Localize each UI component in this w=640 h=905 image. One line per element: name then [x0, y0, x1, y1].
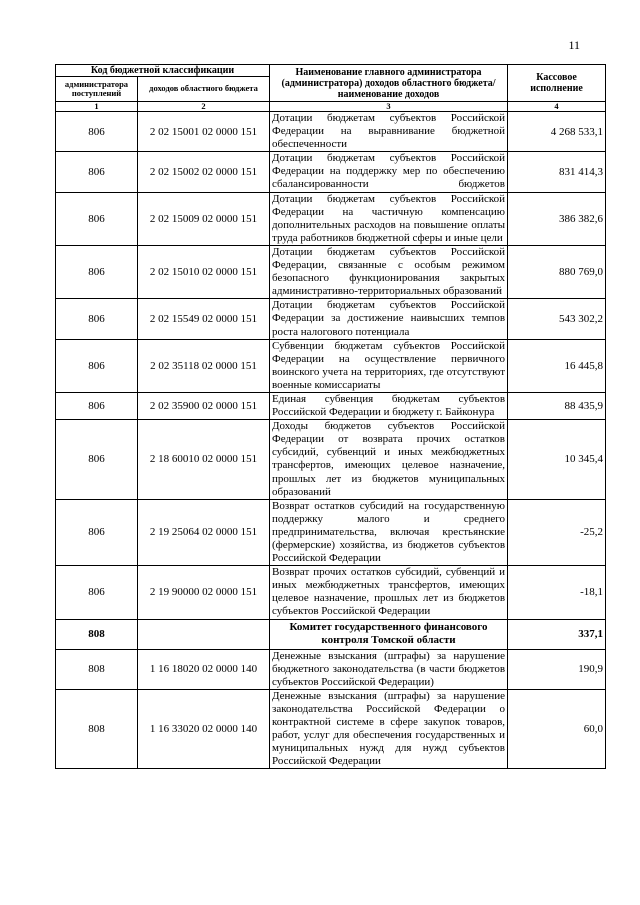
income-code: 2 02 15001 02 0000 151 — [138, 112, 270, 152]
column-number: 3 — [270, 102, 508, 112]
page-number: 11 — [568, 38, 580, 52]
income-code: 2 02 15010 02 0000 151 — [138, 245, 270, 298]
admin-column-header: администратора поступлений — [56, 77, 138, 102]
admin-code: 806 — [56, 566, 138, 619]
admin-code: 806 — [56, 499, 138, 565]
admin-code: 806 — [56, 299, 138, 339]
admin-code: 806 — [56, 245, 138, 298]
table-row — [56, 299, 606, 339]
table-row — [56, 112, 606, 152]
table-row — [56, 245, 606, 298]
table-row — [56, 689, 606, 769]
income-name: Единая субвенция бюджетам субъектов Российской Федерации и бюджету г. Байконура — [270, 392, 508, 419]
income-code: 2 02 15009 02 0000 151 — [138, 192, 270, 245]
table-row — [56, 392, 606, 419]
cash-execution-amount: 880 769,0 — [508, 245, 606, 298]
income-name: Дотации бюджетам субъектов Российской Федерации на выравнивание бюджетной обеспеченности — [270, 112, 508, 152]
admin-code: 806 — [56, 339, 138, 392]
income-code: 2 02 35118 02 0000 151 — [138, 339, 270, 392]
budget-revenue-table — [55, 64, 606, 769]
income-name: Дотации бюджетам субъектов Российской Федерации на поддержку мер по обеспечению сбалансированности бюджетов — [270, 152, 508, 192]
admin-code: 808 — [56, 649, 138, 689]
income-name: Денежные взыскания (штрафы) за нарушение законодательства Российской Федерации о контрактной системе в сфере закупок товаров, работ, услуг для обеспечения государственных и муниципальных нужд для нужд субъектов Российской Федерации — [270, 689, 508, 769]
income-code: 1 16 18020 02 0000 140 — [138, 649, 270, 689]
income-code: 2 19 90000 02 0000 151 — [138, 566, 270, 619]
column-number: 1 — [56, 102, 138, 112]
table-row — [56, 649, 606, 689]
cash-execution-amount: 337,1 — [508, 619, 606, 649]
income-code: 1 16 33020 02 0000 140 — [138, 689, 270, 769]
cash-execution-amount: 16 445,8 — [508, 339, 606, 392]
admin-code: 806 — [56, 192, 138, 245]
income-code — [138, 619, 270, 649]
cash-execution-amount: 88 435,9 — [508, 392, 606, 419]
column-number: 4 — [508, 102, 606, 112]
income-name: Дотации бюджетам субъектов Российской Федерации, связанные с особым режимом безопасного функционирования закрытых административно-территориальных образований — [270, 245, 508, 298]
table-row — [56, 420, 606, 500]
name-column-header: Наименование главного администратора (администратора) доходов областного бюджета/ наименование доходов — [270, 65, 508, 102]
table-row — [56, 152, 606, 192]
admin-code: 808 — [56, 689, 138, 769]
admin-code: 806 — [56, 392, 138, 419]
income-code: 2 18 60010 02 0000 151 — [138, 420, 270, 500]
table-row — [56, 339, 606, 392]
income-name: Возврат прочих остатков субсидий, субвенций и иных межбюджетных трансфертов, имеющих целевое назначение, прошлых лет из бюджетов субъектов Российской Федерации — [270, 566, 508, 619]
income-name: Доходы бюджетов субъектов Российской Федерации от возврата прочих остатков субсидий, субвенций и иных межбюджетных трансфертов, имеющих целевое назначение, прошлых лет из бюджетов муниципальных образований — [270, 420, 508, 500]
admin-code: 806 — [56, 112, 138, 152]
income-name: Возврат остатков субсидий на государственную поддержку малого и среднего предпринимательства, включая крестьянские (фермерские) хозяйства, из бюджетов субъектов Российской Федерации — [270, 499, 508, 565]
cash-execution-amount: 60,0 — [508, 689, 606, 769]
cash-execution-amount: -18,1 — [508, 566, 606, 619]
admin-code: 806 — [56, 152, 138, 192]
income-code: 2 02 15549 02 0000 151 — [138, 299, 270, 339]
section-row — [56, 619, 606, 649]
income-code: 2 02 35900 02 0000 151 — [138, 392, 270, 419]
income-code-column-header: доходов областного бюджета — [138, 77, 270, 102]
administrator-name: Комитет государственного финансового контроля Томской области — [270, 619, 508, 649]
cash-execution-amount: 4 268 533,1 — [508, 112, 606, 152]
cash-execution-amount: 10 345,4 — [508, 420, 606, 500]
income-name: Денежные взыскания (штрафы) за нарушение бюджетного законодательства (в части бюджетов субъектов Российской Федерации) — [270, 649, 508, 689]
cash-execution-amount: 386 382,6 — [508, 192, 606, 245]
cash-execution-amount: 831 414,3 — [508, 152, 606, 192]
income-name: Дотации бюджетам субъектов Российской Федерации за достижение наивысших темпов роста налогового потенциала — [270, 299, 508, 339]
cash-execution-amount: 543 302,2 — [508, 299, 606, 339]
admin-code: 808 — [56, 619, 138, 649]
classification-group-header: Код бюджетной классификации — [56, 65, 270, 77]
cash-execution-amount: -25,2 — [508, 499, 606, 565]
table-row — [56, 192, 606, 245]
cash-execution-amount: 190,9 — [508, 649, 606, 689]
column-number: 2 — [138, 102, 270, 112]
income-name: Субвенции бюджетам субъектов Российской Федерации на осуществление первичного воинского учета на территориях, где отсутствуют военные комиссариаты — [270, 339, 508, 392]
income-code: 2 02 15002 02 0000 151 — [138, 152, 270, 192]
table-row — [56, 499, 606, 565]
admin-code: 806 — [56, 420, 138, 500]
income-name: Дотации бюджетам субъектов Российской Федерации на частичную компенсацию дополнительных расходов на повышение оплаты труда работников бюджетной сферы и иные цели — [270, 192, 508, 245]
amount-column-header: Кассовое исполнение — [508, 65, 606, 102]
table-row — [56, 566, 606, 619]
income-code: 2 19 25064 02 0000 151 — [138, 499, 270, 565]
